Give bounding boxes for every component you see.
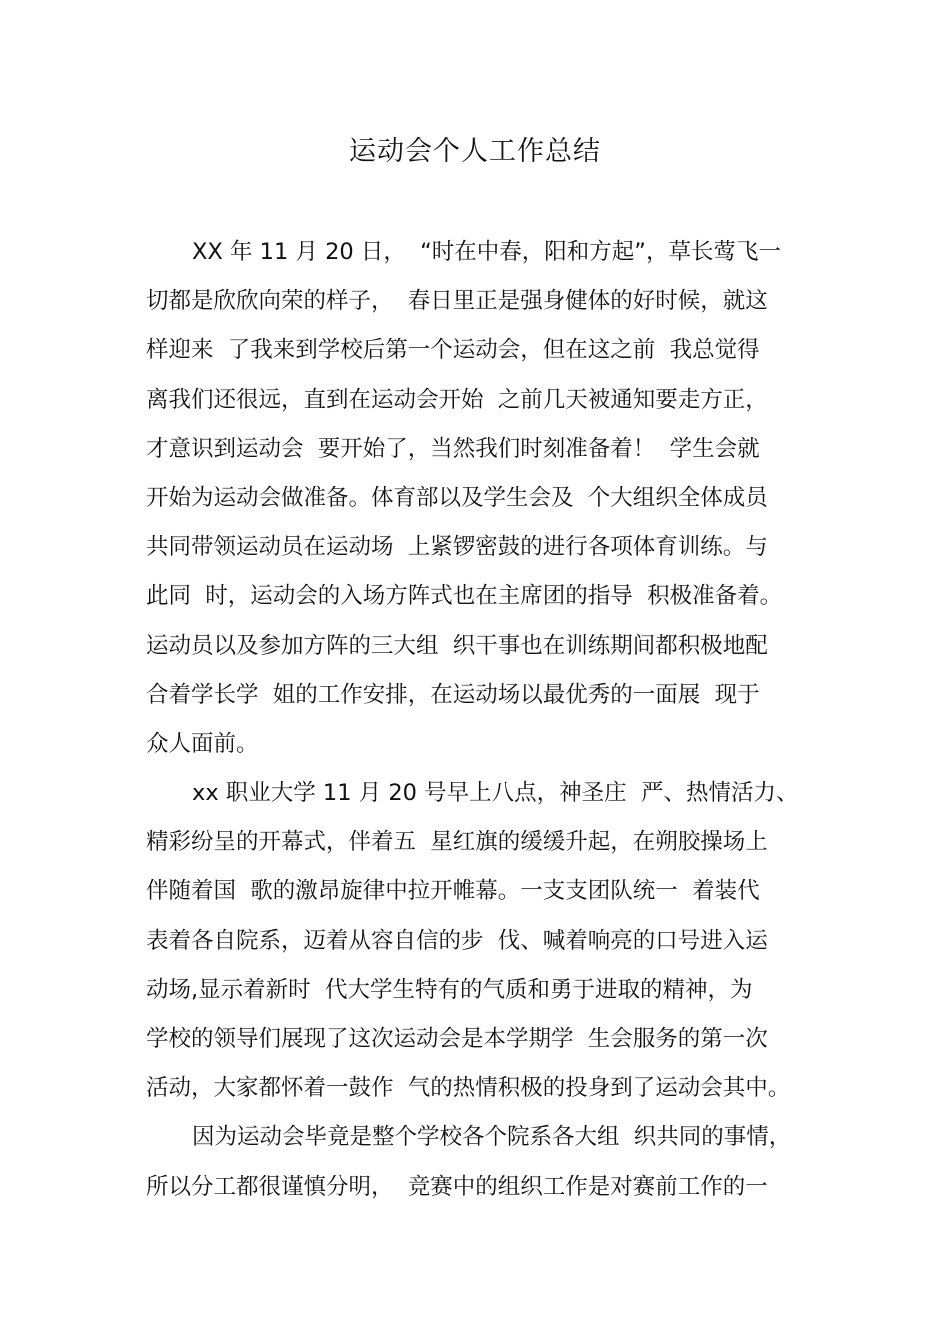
body-line: 开始为运动会做准备。体育部以及学生会及 个大组织全体成员 <box>146 484 768 511</box>
body-line: 切都是欣欣向荣的样子， 春日里正是强身健体的好时候，就这 <box>146 288 768 315</box>
body-line: 伴随着国 歌的激昂旋律中拉开帷幕。一支支团队统一 着装代 <box>146 878 760 905</box>
document-body <box>146 228 836 1212</box>
body-line: 样迎来 了我来到学校后第一个运动会，但在这之前 我总觉得 <box>146 337 760 364</box>
document-title: 运动会个人工作总结 <box>349 136 601 167</box>
body-line: XX 年 11 月 20 日， “时在中春，阳和方起”，草长莺飞一 <box>192 239 781 265</box>
body-line: 动场,显示着新时 代大学生特有的气质和勇于进取的精神，为 <box>146 976 753 1003</box>
body-line: 活动，大家都怀着一鼓作 气的热情积极的投身到了运动会其中。 <box>146 1075 791 1102</box>
body-line: 学校的领导们展现了这次运动会是本学期学 生会服务的第一次 <box>146 1026 768 1052</box>
body-line: 合着学长学 姐的工作安排，在运动场以最优秀的一面展 现于 <box>146 681 760 708</box>
body-line: 运动员以及参加方阵的三大组 织干事也在训练期间都积极地配 <box>146 632 768 659</box>
body-line: 表着各自院系，迈着从容自信的步 伐、喊着响亮的口号进入运 <box>146 927 768 954</box>
body-line: xx 职业大学 11 月 20 号早上八点，神圣庄 严、热情活力、 <box>192 780 799 807</box>
body-line: 所以分工都很谨慎分明， 竞赛中的组织工作是对赛前工作的一 <box>146 1173 768 1200</box>
body-line: 众人面前。 <box>146 730 259 757</box>
body-line: 此同 时，运动会的入场方阵式也在主席团的指导 积极准备着。 <box>146 583 783 610</box>
body-line: 共同带领运动员在运动场 上紧锣密鼓的进行各项体育训练。与 <box>146 534 768 561</box>
body-line: 因为运动会毕竟是整个学校各个院系各大组 织共同的事情， <box>192 1124 792 1151</box>
body-line: 才意识到运动会 要开始了，当然我们时刻准备着！ 学生会就 <box>146 435 760 462</box>
body-line: 离我们还很远，直到在运动会开始 之前几天被通知要走方正， <box>146 386 768 413</box>
body-line: 精彩纷呈的开幕式，伴着五 星红旗的缓缓升起，在朔胶操场上 <box>146 829 768 856</box>
